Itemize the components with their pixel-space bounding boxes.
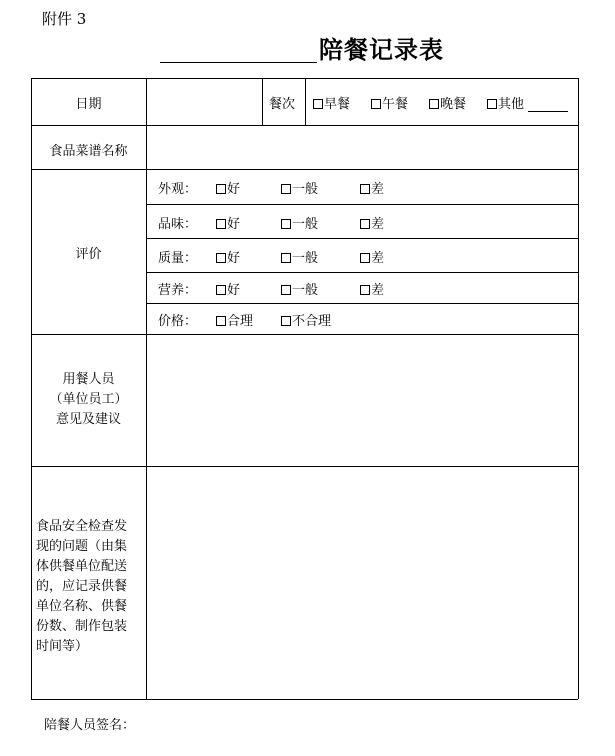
attachment-number: 附件 3	[42, 10, 87, 28]
checkbox-icon	[216, 253, 226, 263]
checkbox-icon	[281, 184, 291, 194]
meal-option-breakfast[interactable]: 早餐	[313, 93, 350, 112]
eval-divider	[146, 272, 578, 273]
food-safety-label: 食品安全检查发 现的问题（由集 体供餐单位配送 的，应记录供餐 单位名称、供餐 份数、制作包装 时间等）	[36, 519, 128, 654]
dish-name-field[interactable]	[147, 127, 577, 168]
eval-option-unreasonable[interactable]: 不合理	[281, 310, 331, 329]
eval-item-taste-label: 品味：	[158, 217, 198, 232]
signature-label: 陪餐人员签名：	[44, 718, 136, 733]
row-divider	[31, 466, 578, 467]
signature-field[interactable]	[140, 710, 340, 732]
eval-item-quality-label: 质量：	[158, 251, 198, 266]
meal-option-dinner[interactable]: 晚餐	[429, 93, 466, 112]
checkbox-icon	[360, 285, 370, 295]
checkbox-icon	[360, 219, 370, 229]
checkbox-icon	[313, 99, 323, 109]
row-divider	[31, 334, 578, 335]
eval-item-price-label: 价格：	[158, 314, 198, 329]
eval-option-poor[interactable]: 差	[360, 178, 384, 197]
checkbox-icon	[216, 316, 226, 326]
eval-item-nutrition-label: 营养：	[158, 283, 198, 298]
opinion-field[interactable]	[147, 336, 577, 465]
eval-divider	[146, 303, 578, 304]
eval-item-appearance-label: 外观：	[158, 182, 198, 197]
title-blank-line	[160, 62, 317, 63]
eval-option-good[interactable]: 好	[216, 279, 240, 298]
other-blank-line[interactable]	[528, 97, 568, 112]
checkbox-icon	[281, 219, 291, 229]
date-label: 日期	[75, 97, 102, 112]
date-value-divider	[262, 78, 263, 125]
meal-option-other[interactable]: 其他	[487, 93, 568, 112]
eval-option-poor[interactable]: 差	[360, 213, 384, 232]
checkbox-icon	[216, 285, 226, 295]
eval-option-average[interactable]: 一般	[281, 178, 318, 197]
checkbox-icon	[429, 99, 439, 109]
eval-option-reasonable[interactable]: 合理	[216, 310, 253, 329]
dish-name-label: 食品菜谱名称	[49, 144, 128, 159]
eval-divider	[146, 238, 578, 239]
checkbox-icon	[281, 316, 291, 326]
checkbox-icon	[216, 184, 226, 194]
checkbox-icon	[360, 253, 370, 263]
checkbox-icon	[281, 285, 291, 295]
eval-option-average[interactable]: 一般	[281, 247, 318, 266]
eval-option-good[interactable]: 好	[216, 213, 240, 232]
table-border-bottom	[31, 699, 578, 700]
eval-option-good[interactable]: 好	[216, 247, 240, 266]
opinion-label: 用餐人员 （单位员工） 意见及建议	[49, 372, 128, 427]
checkbox-icon	[216, 219, 226, 229]
evaluation-label: 评价	[75, 247, 102, 262]
checkbox-icon	[371, 99, 381, 109]
checkbox-icon	[360, 184, 370, 194]
eval-option-average[interactable]: 一般	[281, 279, 318, 298]
checkbox-icon	[281, 253, 291, 263]
meal-option-lunch[interactable]: 午餐	[371, 93, 408, 112]
eval-option-good[interactable]: 好	[216, 178, 240, 197]
food-safety-field[interactable]	[147, 468, 577, 698]
eval-divider	[146, 204, 578, 205]
eval-option-average[interactable]: 一般	[281, 213, 318, 232]
row-divider	[31, 125, 578, 126]
eval-option-poor[interactable]: 差	[360, 247, 384, 266]
checkbox-icon	[487, 99, 497, 109]
meal-label-divider	[305, 78, 306, 125]
table-border-right	[578, 78, 579, 699]
date-field[interactable]	[147, 80, 261, 124]
meal-label: 餐次	[269, 97, 296, 112]
row-divider	[31, 169, 578, 170]
eval-option-poor[interactable]: 差	[360, 279, 384, 298]
page-title: 陪餐记录表	[319, 35, 444, 64]
